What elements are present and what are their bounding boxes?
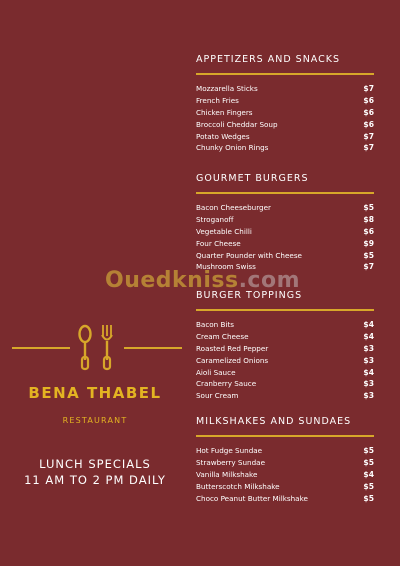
menu-item: Bacon Cheeseburger $5 bbox=[196, 203, 374, 213]
restaurant-subtitle: RESTAURANT bbox=[62, 416, 128, 425]
utensils-icon bbox=[12, 322, 182, 372]
menu-item: French Fries $6 bbox=[196, 96, 374, 106]
menu-item: Hot Fudge Sundae $5 bbox=[196, 446, 374, 456]
section-divider bbox=[196, 435, 374, 437]
menu-item: Choco Peanut Butter Milkshake $5 bbox=[196, 493, 374, 503]
menu-item: Cream Cheese $4 bbox=[196, 332, 374, 342]
menu-item: Caramelized Onions $3 bbox=[196, 355, 374, 365]
lunch-line-1: LUNCH SPECIALS bbox=[39, 457, 151, 471]
menu-item: Cranberry Sauce $3 bbox=[196, 379, 374, 389]
lunch-line-2: 11 AM TO 2 PM DAILY bbox=[24, 473, 166, 487]
menu-item: Mozzarella Sticks $7 bbox=[196, 84, 374, 94]
section-title: MILKSHAKES AND SUNDAES bbox=[196, 416, 352, 427]
menu-item: Bacon Bits $4 bbox=[196, 320, 374, 330]
menu-item: Stroganoff $8 bbox=[196, 215, 374, 225]
menu-item: Chicken Fingers $6 bbox=[196, 107, 374, 117]
menu-item: Potato Wedges $7 bbox=[196, 131, 374, 141]
menu-item: Sour Cream $3 bbox=[196, 391, 374, 401]
menu-item: Mushroom Swiss $7 bbox=[196, 262, 374, 272]
menu-item: Roasted Red Pepper $3 bbox=[196, 343, 374, 353]
section-burgers bbox=[196, 173, 374, 273]
section-divider bbox=[196, 73, 374, 75]
section-divider bbox=[196, 309, 374, 311]
menu-item: Broccoli Cheddar Soup $6 bbox=[196, 119, 374, 129]
watermark: Ouedkniss.com bbox=[105, 268, 300, 293]
section-toppings bbox=[196, 290, 374, 402]
section-divider bbox=[196, 192, 374, 194]
menu-item: Vanilla Milkshake $4 bbox=[196, 469, 374, 479]
menu-item: Vegetable Chilli $6 bbox=[196, 226, 374, 236]
menu-item: Aioli Sauce $4 bbox=[196, 367, 374, 377]
section-appetizers bbox=[196, 54, 374, 154]
restaurant-name: BENA THABEL bbox=[28, 384, 162, 402]
menu-item: Quarter Pounder with Cheese $5 bbox=[196, 250, 374, 260]
section-title: BURGER TOPPINGS bbox=[196, 290, 303, 301]
menu-item: Strawberry Sundae $5 bbox=[196, 458, 374, 468]
menu-item: Four Cheese $9 bbox=[196, 238, 374, 248]
section-title: GOURMET BURGERS bbox=[196, 173, 309, 184]
menu-item: Butterscotch Milkshake $5 bbox=[196, 481, 374, 491]
menu-item: Chunky Onion Rings $7 bbox=[196, 143, 374, 153]
section-title: APPETIZERS AND SNACKS bbox=[196, 54, 341, 65]
lunch-specials bbox=[0, 456, 190, 488]
section-milkshakes bbox=[196, 416, 374, 504]
